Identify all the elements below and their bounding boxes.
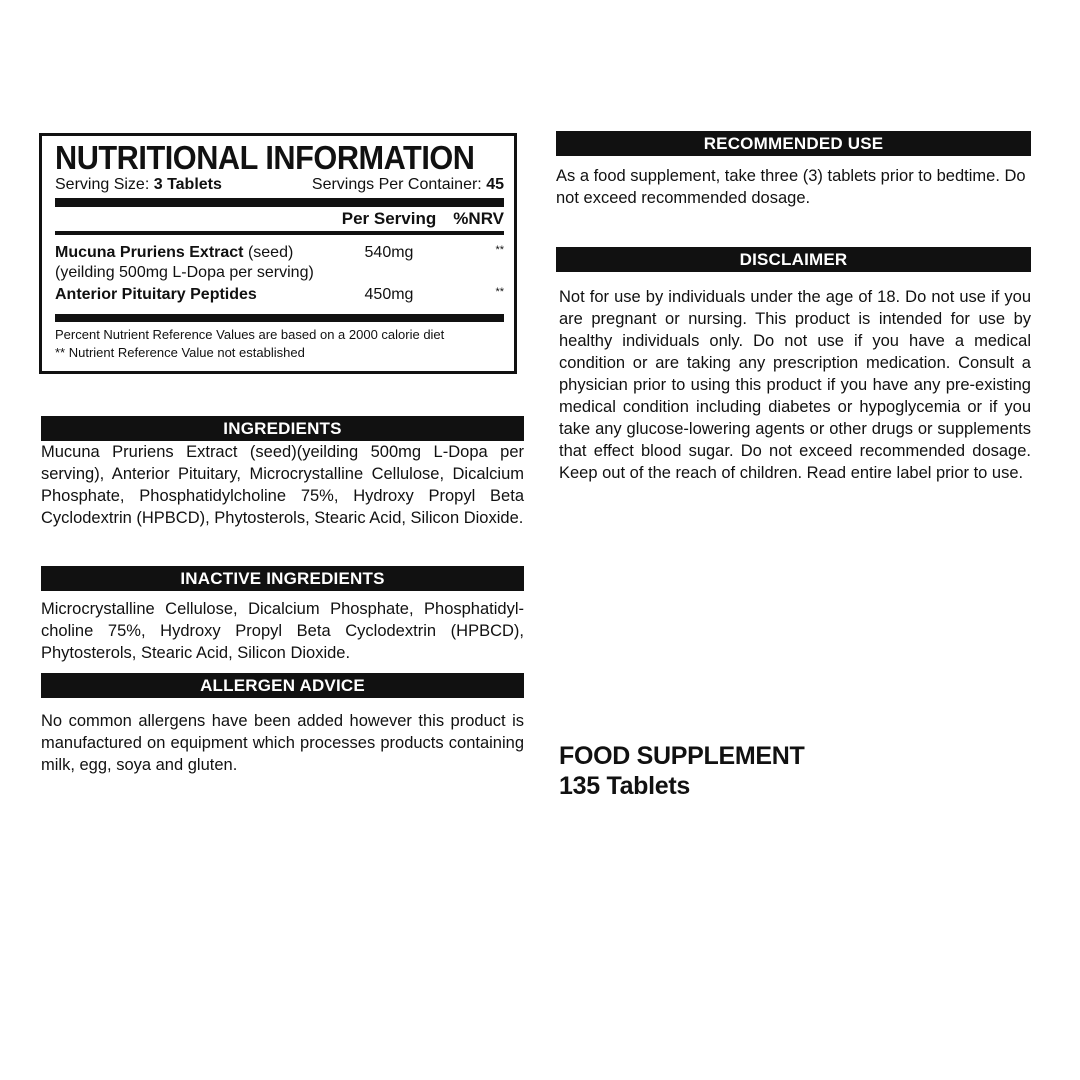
disclaimer-section [556, 247, 1031, 484]
nutrient-note: (yeilding 500mg L-Dopa per serving) [55, 264, 314, 281]
col-nrv: %NRV [453, 209, 504, 228]
nutrient-row [55, 285, 504, 305]
tablet-count: 135 Tablets [559, 772, 691, 800]
allergen-text: No common allergens have been added however this product is manufactured on equipment which processes products containing milk, egg, soya and gluten. [41, 712, 524, 774]
ingredients-header: INGREDIENTS [41, 416, 524, 441]
recommended-use-text: As a food supplement, take three (3) tablets prior to bedtime. Do not exceed recommended dosage. [556, 167, 1026, 207]
allergen-section [41, 673, 524, 776]
allergen-header: ALLERGEN ADVICE [41, 673, 524, 698]
nutrient-row [55, 243, 504, 263]
product-type: FOOD SUPPLEMENT [559, 742, 805, 770]
nutrient-nrv: ** [495, 286, 504, 298]
footer-divider [55, 314, 504, 322]
nrv-not-established-note: ** Nutrient Reference Value not established [55, 345, 305, 360]
servings-per-container-value: 45 [486, 176, 504, 193]
serving-size [55, 176, 222, 194]
inactive-ingredients-section [41, 566, 524, 664]
nutrient-amount: 450mg [364, 286, 414, 303]
serving-size-value: 3 Tablets [153, 176, 222, 193]
nutrition-column-headers [55, 207, 504, 231]
nutrient-name [55, 243, 334, 263]
serving-info-row [55, 176, 504, 194]
serving-size-label: Serving Size: [55, 176, 154, 193]
nutrient-nrv: ** [495, 244, 504, 256]
recommended-use-section [556, 131, 1031, 209]
product-label [559, 741, 959, 801]
recommended-use-header: RECOMMENDED USE [556, 131, 1031, 156]
nutrient-name-suffix: (seed) [243, 244, 294, 261]
thick-divider [55, 198, 504, 207]
nutrition-title: NUTRITIONAL INFORMATION [55, 139, 475, 176]
inactive-ingredients-text: Microcrystalline Cellulose, Dicalcium Phosphate, Phosphatidyl-choline 75%, Hydroxy Propyl Beta Cyclodextrin (HPBCD), Phytosterols, Stearic Acid, Silicon Dioxide. [41, 600, 524, 662]
col-per-serving: Per Serving [341, 209, 437, 228]
servings-per-container-label: Servings Per Container: [311, 176, 487, 193]
nutrient-amount: 540mg [364, 244, 414, 261]
nrv-footnote: Percent Nutrient Reference Values are based on a 2000 calorie diet [55, 327, 445, 342]
inactive-ingredients-header: INACTIVE INGREDIENTS [41, 566, 524, 591]
nutrient-row-note [55, 263, 504, 283]
nutrient-name [55, 285, 334, 305]
nutrient-name-bold: Mucuna Pruriens Extract [55, 244, 244, 261]
ingredients-text: Mucuna Pruriens Extract (seed)(yeilding 500mg L-Dopa per serving), Anterior Pituitary, Microcrystalline Cellulose, Dicalcium Phosphate, Phosphatidylcholine 75%, Hydroxy Propyl Beta Cyclodextrin (HPBCD), Phytosterols, Stearic Acid, Silicon Dioxide. [41, 443, 524, 527]
disclaimer-text: Not for use by individuals under the age of 18. Do not use if you are pregnant or nursing. This product is intended for use by healthy individuals only. Do not use if you have a medical condition or are taking any prescription medication. Consult a physician prior to using this product if you have any pre-existing medical condition including diabetes or hypoglycemia or if you take any glucose-lowering agents or other drugs or supplements that effect blood sugar. Do not exceed recommended dosage. Keep out of the reach of children. Read entire label prior to use. [559, 288, 1031, 482]
ingredients-section [41, 416, 524, 529]
nutrient-name-bold: Anterior Pituitary Peptides [55, 286, 257, 303]
servings-per-container [312, 176, 504, 194]
nutrition-facts-panel [39, 133, 517, 374]
disclaimer-header: DISCLAIMER [556, 247, 1031, 272]
